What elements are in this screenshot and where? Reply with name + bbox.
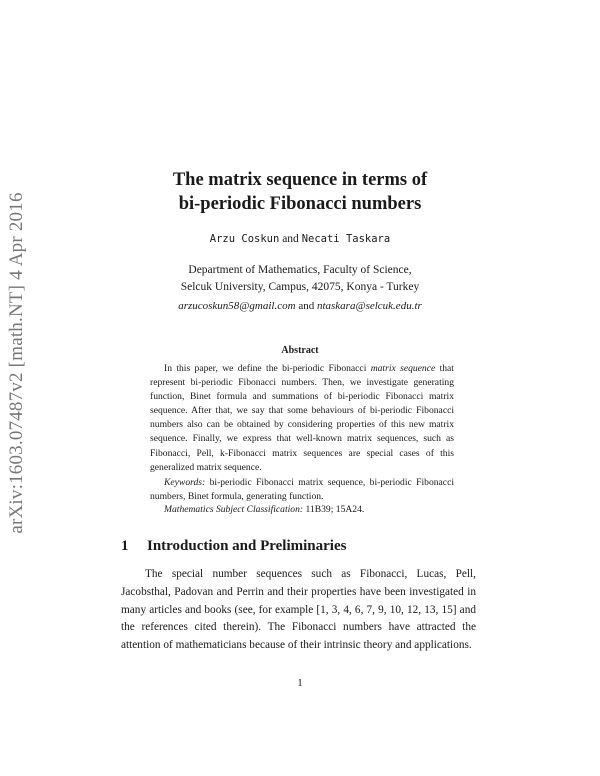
author-emails	[0, 300, 600, 312]
section-number: 1	[121, 538, 129, 554]
authors	[0, 233, 600, 245]
author-1: Arzu Coskun	[209, 233, 280, 245]
abstract-text-1: In this paper, we define the bi-periodic Fibonacci	[164, 363, 371, 374]
emails-conjunction: and	[298, 300, 315, 312]
affiliation-line-1: Department of Mathematics, Faculty of Science,	[188, 264, 412, 276]
keywords	[150, 476, 454, 504]
keywords-text: bi-periodic Fibonacci matrix sequence, bi-periodic Fibonacci numbers, Binet formula, generating function.	[150, 477, 454, 503]
msc-label: Mathematics Subject Classification:	[164, 504, 304, 515]
arxiv-identifier-stamp: arXiv:1603.07487v2 [math.NT] 4 Apr 2016	[6, 192, 27, 534]
msc-text: 11B39; 15A24.	[303, 504, 365, 515]
subject-classification	[164, 504, 364, 515]
title-line-2: bi-periodic Fibonacci numbers	[178, 194, 422, 214]
author-2: Necati Taskara	[301, 233, 391, 245]
abstract-emphasis: matrix sequence	[370, 363, 436, 374]
title-line-1: The matrix sequence in terms of	[172, 170, 428, 190]
affiliation-line-2: Selcuk University, Campus, 42075, Konya - Turkey	[180, 281, 420, 293]
authors-conjunction: and	[282, 233, 299, 245]
affiliation	[0, 262, 600, 296]
abstract-heading: Abstract	[281, 345, 319, 356]
paper-title	[0, 168, 600, 216]
abstract-text-2: that represent bi-periodic Fibonacci numbers. Then, we investigate generating function, Binet formula and summations of bi-periodic Fibonacci matrix sequence. After that, we say that some behaviours of bi-periodic Fibonacci numbers also can be obtained by considering properties of this new matrix sequence. Finally, we express that well-known matrix sequences, such as Fibonacci, Pell, k-Fibonacci matrix sequences are special cases of this generalized matrix sequence.	[150, 363, 454, 473]
intro-paragraph	[121, 566, 476, 655]
abstract-body	[150, 362, 454, 475]
email-2[interactable]: ntaskara@selcuk.edu.tr	[316, 300, 422, 312]
section-title: Introduction and Preliminaries	[147, 538, 347, 554]
intro-text: The special number sequences such as Fibonacci, Lucas, Pell, Jacobsthal, Padovan and Perrin and their properties have been investigated in many articles and books (see, for example [1, 3, 4, 6, 7, 9, 10, 12, 13, 15] and the references cited therein). The Fibonacci numbers have attracted the attention of mathematicians because of their intrinsic theory and applications.	[121, 568, 476, 652]
page-number: 1	[297, 677, 303, 689]
section-heading	[121, 538, 346, 555]
keywords-label: Keywords:	[164, 477, 206, 488]
email-1[interactable]: arzucoskun58@gmail.com	[178, 300, 296, 312]
